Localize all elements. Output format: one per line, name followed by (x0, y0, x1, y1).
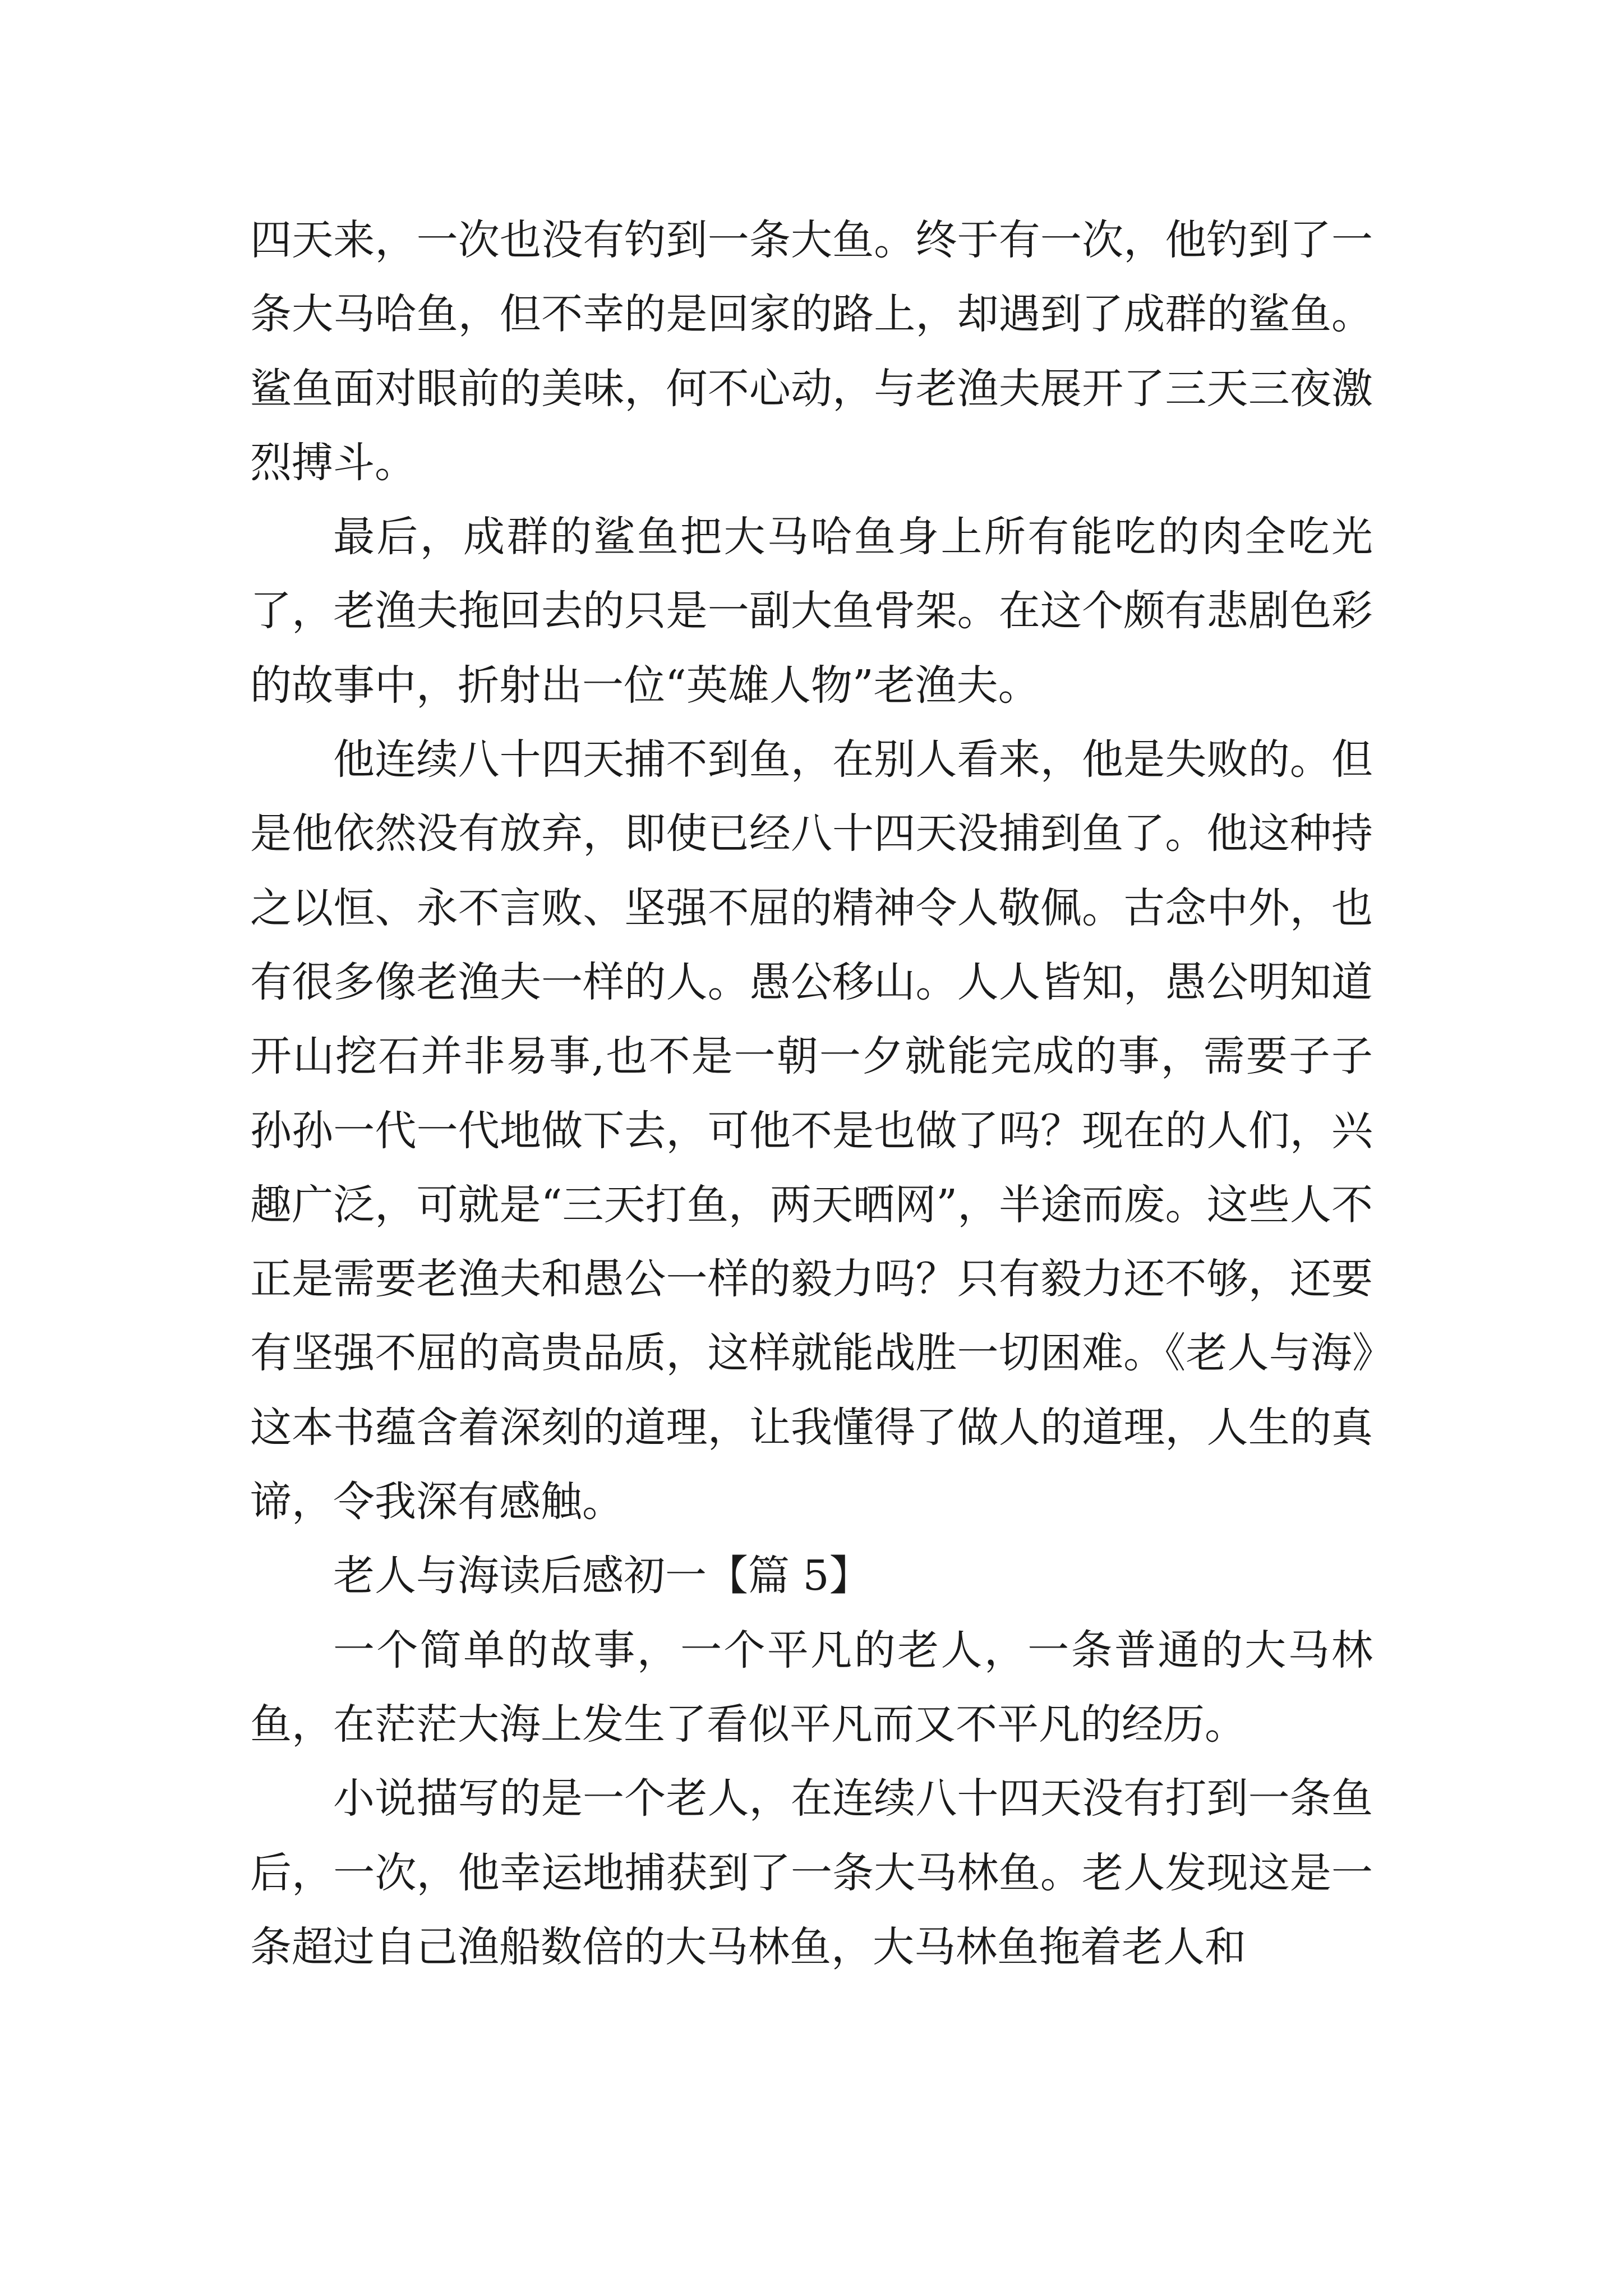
paragraph: 最后，成群的鲨鱼把大马哈鱼身上所有能吃的肉全吃光了，老渔夫拖回去的只是一副大鱼骨架。在这个颇有悲剧色彩的故事中，折射出一位“英雄人物”老渔夫。 (250, 513, 1373, 710)
paragraph: 小说描写的是一个老人，在连续八十四天没有打到一条鱼后，一次，他幸运地捕获到了一条大马林鱼。老人发现这是一条超过自己渔船数倍的大马林鱼，大马林鱼拖着老人和 (250, 1774, 1373, 1971)
document-body (250, 203, 1373, 1984)
section-heading: 老人与海读后感初一【篇 5】 (333, 1552, 871, 1600)
paragraph-continuation: 四天来，一次也没有钓到一条大鱼。终于有一次，他钓到了一条大马哈鱼，但不幸的是回家的路上，却遇到了成群的鲨鱼。鲨鱼面对眼前的美味，何不心动，与老渔夫展开了三天三夜激烈搏斗。 (250, 216, 1373, 487)
paragraph: 一个简单的故事，一个平凡的老人，一条普通的大马林鱼，在茫茫大海上发生了看似平凡而又不平凡的经历。 (250, 1626, 1373, 1749)
paragraph: 他连续八十四天捕不到鱼，在别人看来，他是失败的。但是他依然没有放弃，即使已经八十四天没捕到鱼了。他这种持之以恒、永不言败、坚强不屈的精神令人敬佩。古念中外，也有很多像老渔夫一样的人。愚公移山。人人皆知，愚公明知道开山挖石并非易事,也不是一朝一夕就能完成的事，需要子子孙孙一代一代地做下去，可他不是也做了吗？现在的人们，兴趣广泛，可就是“三天打鱼，两天晒网”，半途而废。这些人不正是需要老渔夫和愚公一样的毅力吗？只有毅力还不够，还要有坚强不屈的高贵品质，这样就能战胜一切困难。《老人与海》这本书蕴含着深刻的道理，让我懂得了做人的道理，人生的真谛，令我深有感触。 (250, 735, 1373, 1526)
